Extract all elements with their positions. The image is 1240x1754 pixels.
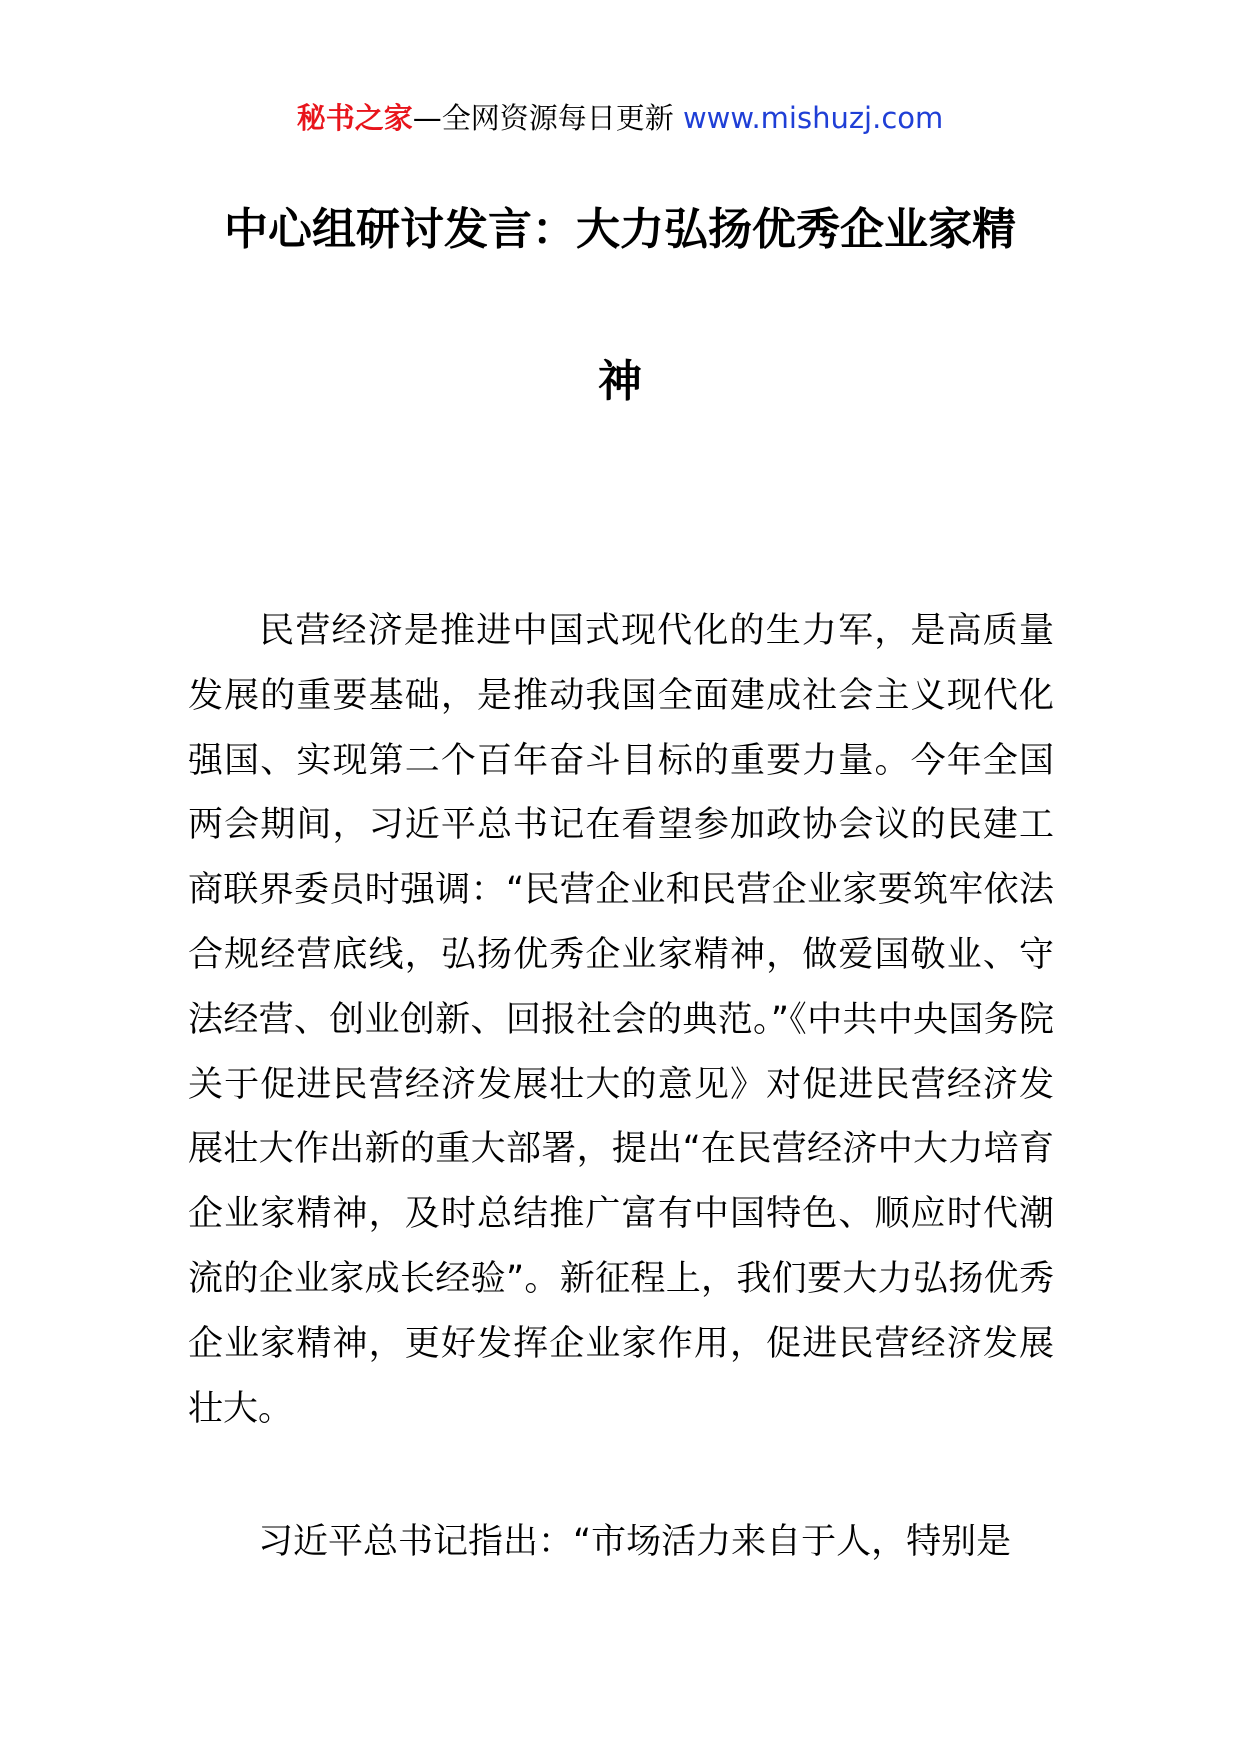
document-title-line-1: 中心组研讨发言：大力弘扬优秀企业家精 [224, 204, 1016, 255]
site-brand: 秘书之家 [296, 101, 413, 135]
site-header [0, 98, 1240, 138]
document-title-line-2: 神 [598, 356, 642, 407]
body-paragraph-2-text: 习近平总书记指出：“市场活力来自于人，特别是 [258, 1522, 1012, 1562]
body-paragraph-1-text: 民营经济是推进中国式现代化的生力军，是高质量发展的重要基础，是推动我国全面建成社会主义现代化强国、实现第二个百年奋斗目标的重要力量。今年全国两会期间，习近平总书记在看望参加政协会议的民建工商联界委员时强调：“民营企业和民营企业家要筑牢依法合规经营底线，弘扬优秀企业家精神，做爱国敬业、守法经营、创业创新、回报社会的典范。”《中共中央国务院关于促进民营经济发展壮大的意见》对促进民营经济发展壮大作出新的重大部署，提出“在民营经济中大力培育企业家精神，及时总结推广富有中国特色、顺应时代潮流的企业家成长经验”。新征程上，我们要大力弘扬优秀企业家精神，更好发挥企业家作用，促进民营经济发展壮大。 [188, 611, 1054, 1429]
body-paragraph-2 [188, 1510, 1054, 1575]
site-url-link[interactable]: www.mishuzj.com [682, 101, 944, 135]
body-paragraph-1 [188, 599, 1054, 1441]
site-tagline: —全网资源每日更新 [412, 101, 683, 135]
